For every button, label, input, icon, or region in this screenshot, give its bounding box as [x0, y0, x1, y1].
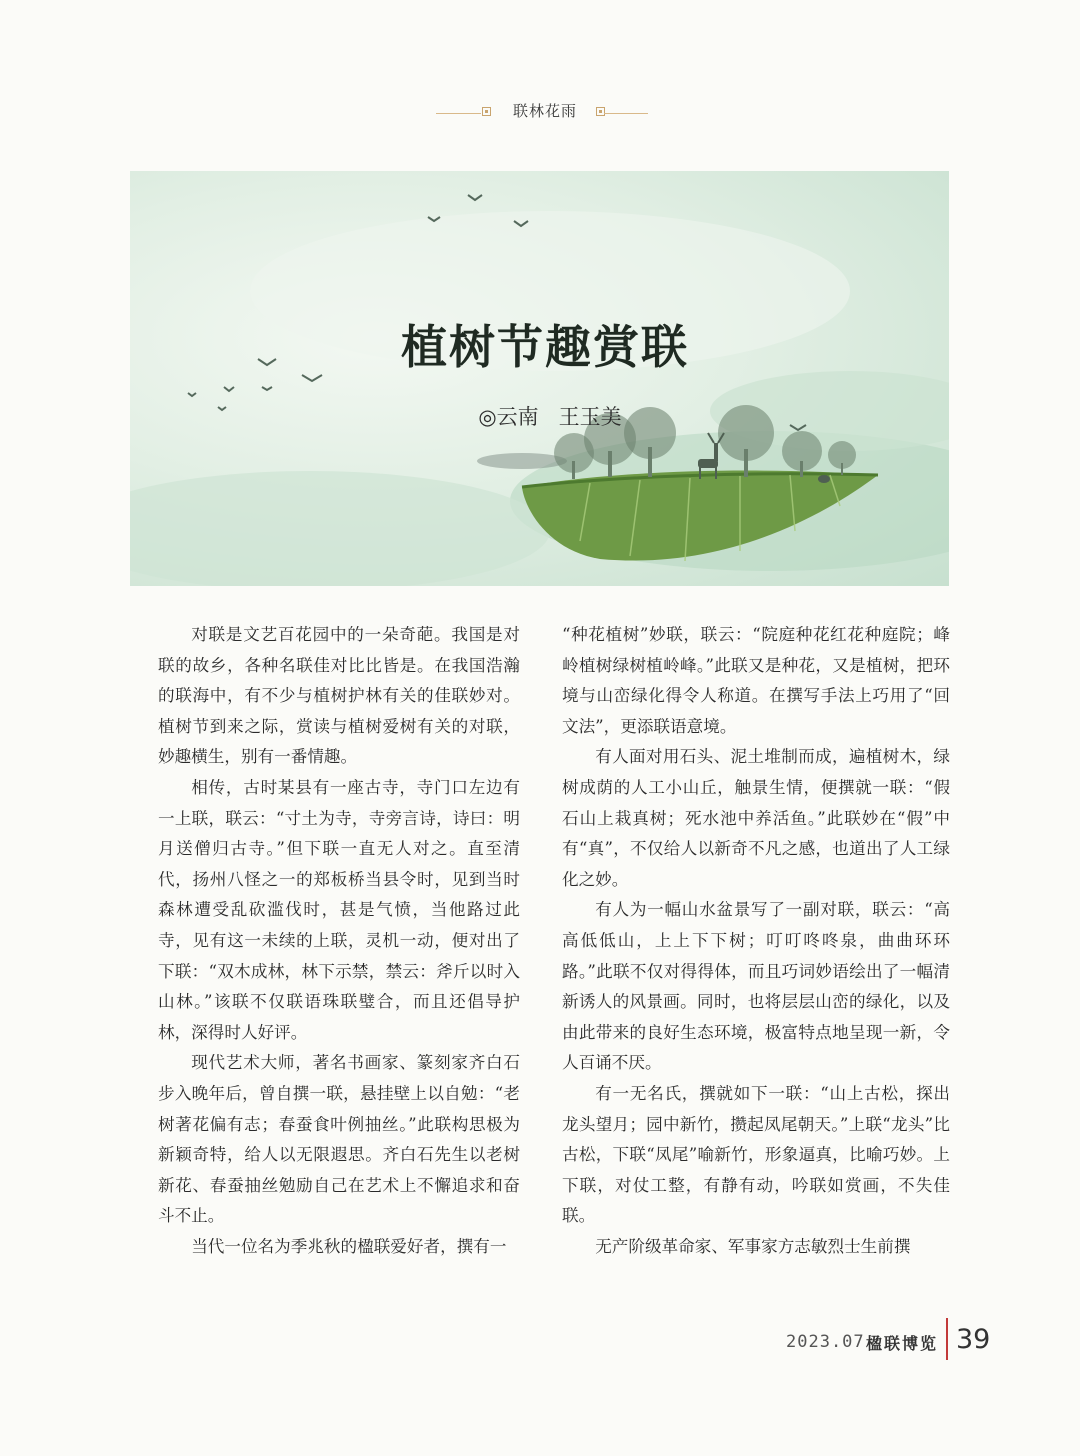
- footer-divider: [946, 1318, 948, 1360]
- author-name: 王玉美: [558, 405, 622, 429]
- author-region: ◎云南: [478, 405, 539, 429]
- magazine-name: 楹联博览: [866, 1334, 939, 1353]
- paragraph: 现代艺术大师，著名书画家、篆刻家齐白石步入晚年后，曾自撰一联，悬挂壁上以自勉：“老树著花偏有志；春蚕食叶例抽丝。”此联构思极为新颖奇特，给人以无限遐思。齐白石先生以老树新花、春蚕抽丝勉励自己在艺术上不懈追求和奋斗不止。: [158, 1053, 520, 1226]
- rabbit-icon: [818, 475, 830, 483]
- section-header: [0, 96, 1080, 130]
- paragraph: 有人为一幅山水盆景写了一副对联，联云：“高高低低山，上上下下树；叮叮咚咚泉，曲曲环环路。”此联不仅对得得体，而且巧词妙语绘出了一幅清新诱人的风景画。同时，也将层层山峦的绿化，以及由此带来的良好生态环境，极富特点地呈现一新，令人百诵不厌。: [562, 900, 950, 1073]
- section-title: 联林花雨: [512, 102, 577, 120]
- issue-date: 2023.07: [786, 1332, 865, 1352]
- paragraph: 当代一位名为季兆秋的楹联爱好者，撰有一: [191, 1236, 507, 1256]
- article-column-left: [158, 620, 520, 1262]
- title-banner-illustration: [130, 171, 949, 586]
- header-ornament-right-icon: [596, 107, 605, 116]
- paragraph: 相传，古时某县有一座古寺，寺门口左边有一上联，联云：“寸土为寺，寺旁言诗，诗曰：明月送僧归古寺。”但下联一直无人对之。直至清代，扬州八怪之一的郑板桥当县令时，见到当时森林遭受乱砍滥伐时，甚是气愤，当他路过此寺，见有这一未续的上联，灵机一动，便对出了下联：“双木成林，林下示禁，禁云：斧斤以时入山林。”该联不仅联语珠联璧合，而且还倡导护林，深得时人好评。: [158, 777, 520, 1042]
- header-ornament-left-icon: [482, 107, 491, 116]
- paragraph: 有一无名氏，撰就如下一联：“山上古松，探出龙头望月；园中新竹，攒起凤尾朝天。”上联“龙头”比古松，下联“凤尾”喻新竹，形象逼真，比喻巧妙。上下联，对仗工整，有静有动，吟联如赏画，不失佳联。: [562, 1083, 950, 1226]
- page-number: 39: [956, 1324, 991, 1355]
- paragraph: 对联是文艺百花园中的一朵奇葩。我国是对联的故乡，各种名联佳对比比皆是。在我国浩瀚的联海中，有不少与植树护林有关的佳联妙对。植树节到来之际，赏读与植树爱树有关的对联，妙趣横生，别有一番情趣。: [158, 625, 520, 767]
- article-author: [450, 401, 650, 431]
- header-rule-left: [436, 113, 481, 114]
- paragraph: 无产阶级革命家、军事家方志敏烈士生前撰: [595, 1236, 911, 1256]
- leaf-island-illustration: [130, 171, 949, 586]
- article-title: 植树节趣赏联: [401, 320, 689, 374]
- header-rule-right: [604, 113, 648, 114]
- paragraph: 有人面对用石头、泥土堆制而成，遍植树木，绿树成荫的人工小山丘，触景生情，便撰就一联：“假石山上栽真树；死水池中养活鱼。”此联妙在“假”中有“真”，不仅给人以新奇不凡之感，也道出了人工绿化之妙。: [562, 747, 950, 889]
- paragraph-continued: “种花植树”妙联，联云：“院庭种花红花种庭院；峰岭植树绿树植岭峰。”此联又是种花，又是植树，把环境与山峦绿化得令人称道。在撰写手法上巧用了“回文法”，更添联语意境。: [562, 625, 950, 736]
- article-column-right: [562, 620, 950, 1262]
- page-footer: [0, 1318, 1080, 1378]
